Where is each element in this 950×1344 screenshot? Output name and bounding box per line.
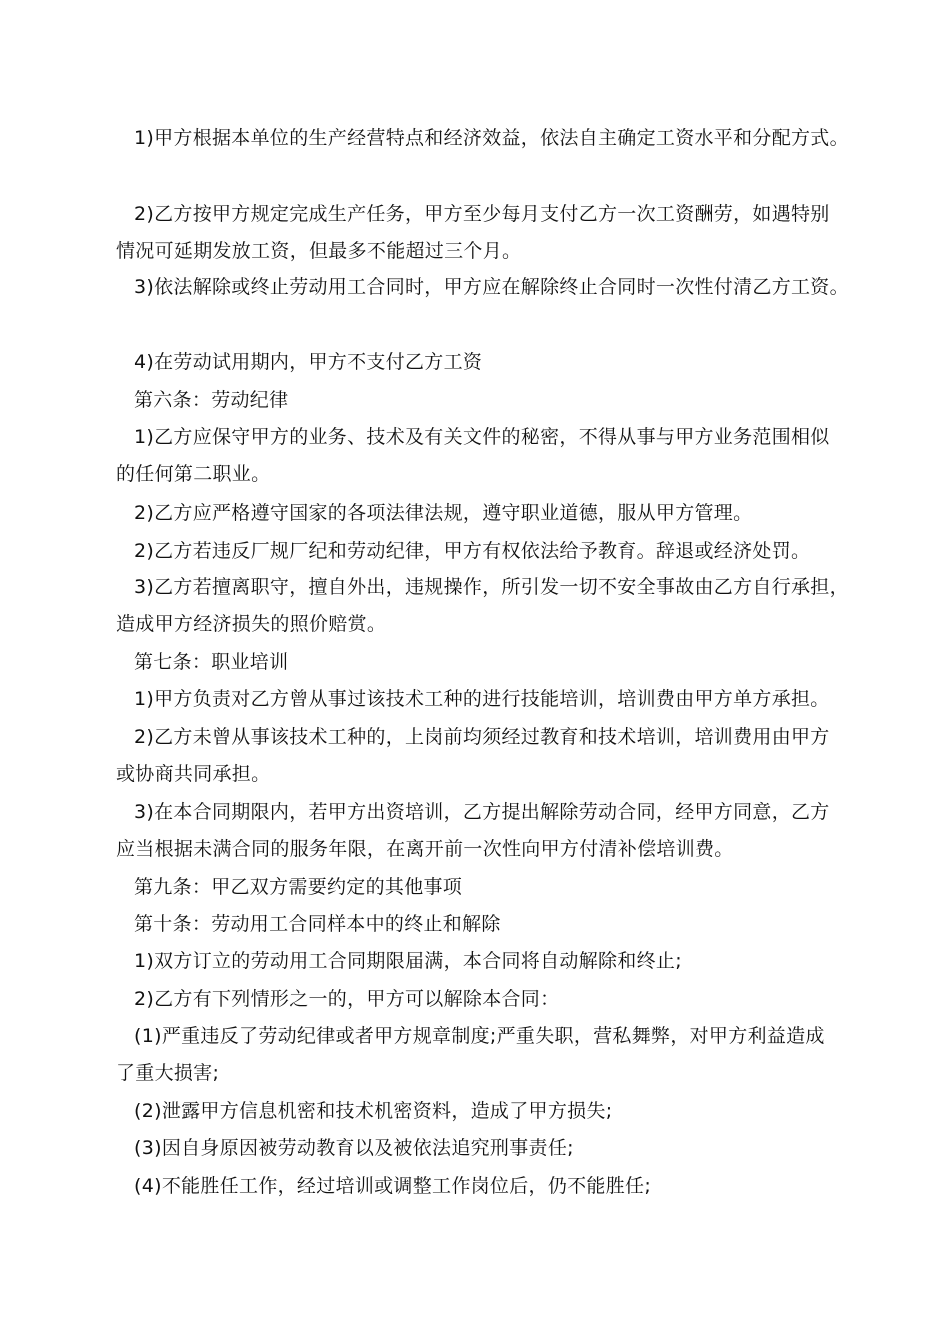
section-heading: 第十条：劳动用工合同样本中的终止和解除 [134,913,501,935]
paragraph-line: 2)乙方应严格遵守国家的各项法律法规，遵守职业道德，服从甲方管理。 [134,502,753,524]
paragraph-line: 1)甲方根据本单位的生产经营特点和经济效益，依法自主确定工资水平和分配方式。 [134,127,849,149]
paragraph-line: 了重大损害; [116,1062,220,1084]
paragraph-line: 1)乙方应保守甲方的业务、技术及有关文件的秘密，不得从事与甲方业务范围相似 [134,426,830,448]
paragraph-line: 3)在本合同期限内，若甲方出资培训，乙方提出解除劳动合同，经甲方同意，乙方 [134,801,830,823]
section-heading: 第六条：劳动纪律 [134,389,289,411]
paragraph-line: 的任何第二职业。 [116,463,271,485]
paragraph-line: (3)因自身原因被劳动教育以及被依法追究刑事责任; [134,1137,574,1159]
paragraph-line: 1)双方订立的劳动用工合同期限届满，本合同将自动解除和终止; [134,950,682,972]
paragraph-line: 4)在劳动试用期内，甲方不支付乙方工资 [134,351,483,373]
paragraph-line: 2)乙方有下列情形之一的，甲方可以解除本合同： [134,988,560,1010]
paragraph-line: 2)乙方未曾从事该技术工种的，上岗前均须经过教育和技术培训，培训费用由甲方 [134,726,830,748]
section-heading: 第七条：职业培训 [134,651,289,673]
paragraph-line: (4)不能胜任工作，经过培训或调整工作岗位后，仍不能胜任; [134,1175,652,1197]
paragraph-line: 造成甲方经济损失的照价赔赏。 [116,613,387,635]
paragraph-line: (1)严重违反了劳动纪律或者甲方规章制度;严重失职，营私舞弊，对甲方利益造成 [134,1025,825,1047]
section-heading: 第九条：甲乙双方需要约定的其他事项 [134,876,463,898]
paragraph-line: 1)甲方负责对乙方曾从事过该技术工种的进行技能培训，培训费由甲方单方承担。 [134,688,830,710]
paragraph-line: 2)乙方按甲方规定完成生产任务，甲方至少每月支付乙方一次工资酬劳，如遇特别 [134,203,830,225]
paragraph-line: 或协商共同承担。 [116,763,271,785]
paragraph-line: 应当根据未满合同的服务年限，在离开前一次性向甲方付清补偿培训费。 [116,838,734,860]
paragraph-line: 3)乙方若擅离职守，擅自外出，违规操作，所引发一切不安全事故由乙方自行承担， [134,576,849,598]
paragraph-line: 3)依法解除或终止劳动用工合同时，甲方应在解除终止合同时一次性付清乙方工资。 [134,276,849,298]
paragraph-line: 情况可延期发放工资，但最多不能超过三个月。 [116,240,522,262]
paragraph-line: (2)泄露甲方信息机密和技术机密资料，造成了甲方损失; [134,1100,613,1122]
paragraph-line: 2)乙方若违反厂规厂纪和劳动纪律，甲方有权依法给予教育。辞退或经济处罚。 [134,540,811,562]
